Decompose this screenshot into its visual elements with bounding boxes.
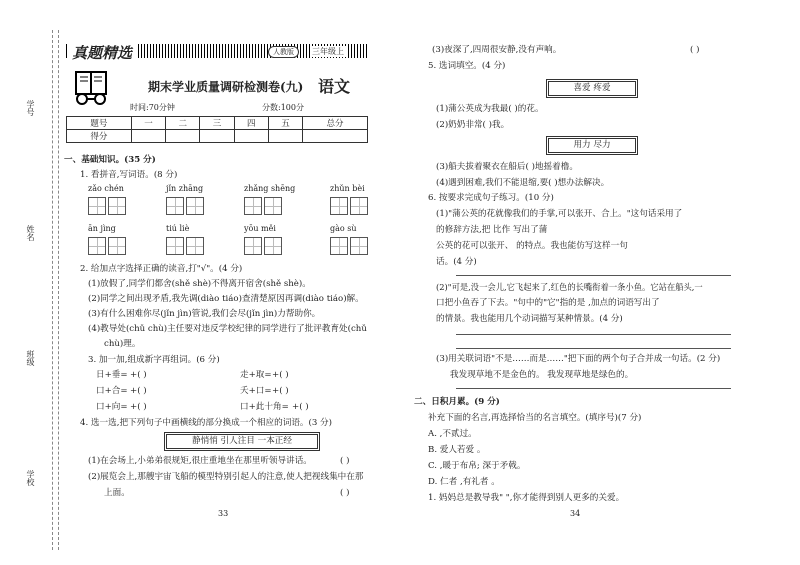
answer-line[interactable] bbox=[456, 275, 731, 276]
brand-title: 真题精选 bbox=[68, 42, 136, 63]
score-cell[interactable] bbox=[131, 130, 165, 143]
pinyin-label: zhǔn bèi bbox=[330, 184, 365, 193]
q3-blank[interactable]: +( ) bbox=[130, 402, 147, 412]
q2-line: (3)有什么困难你尽(jǐn jìn)管说,我们会尽(jǐn jìn)力帮助你。 bbox=[88, 309, 321, 319]
q3-blank[interactable]: +( ) bbox=[272, 370, 289, 380]
score-cell[interactable] bbox=[234, 130, 268, 143]
q6-2-line: 口把小鱼吞了下去。"句中的"它"指的是 ,加点的词语写出了 bbox=[436, 298, 660, 308]
q4-line: (2)展览会上,那艘宇宙飞船的模型特别引起人的注意,使人把视线集中在那 bbox=[88, 472, 364, 482]
char-grid[interactable] bbox=[330, 237, 370, 255]
score-header-cell: 题号 bbox=[67, 117, 132, 130]
proverb-item: D. 仁者 ,有礼者 。 bbox=[428, 477, 500, 487]
binder-line-outer bbox=[52, 30, 53, 550]
q3-blank[interactable]: +( ) bbox=[130, 386, 147, 396]
score-header-cell: 总分 bbox=[303, 117, 368, 130]
binder-label-name: 姓名 bbox=[26, 225, 35, 241]
score-header-cell: 一 bbox=[131, 117, 165, 130]
q5-title: 5. 选词填空。(4 分) bbox=[428, 61, 506, 71]
q6-1-line: 公英的花可以张开、 的特点。我也能仿写这样一句 bbox=[436, 241, 628, 251]
q1-title: 1. 看拼音,写词语。(8 分) bbox=[80, 170, 178, 180]
q3-item: 夭+口= bbox=[240, 386, 272, 396]
q6-1-line: 的修辞方法,把 比作 写出了蒲 bbox=[436, 225, 548, 235]
pinyin-label: ān jìng bbox=[88, 224, 116, 233]
proverb-item: A. ,不贰过。 bbox=[428, 429, 477, 439]
binder-label-class: 班级 bbox=[26, 350, 35, 366]
q4-line: (1)在会场上,小弟弟很规矩,很庄重地坐在那里听领导讲话。 bbox=[88, 456, 312, 466]
pinyin-label: yōu měi bbox=[244, 224, 276, 233]
char-grid[interactable] bbox=[88, 237, 128, 255]
pinyin-label: zhǎng shēng bbox=[244, 184, 296, 193]
proverb-item: B. 爱人若爱 。 bbox=[428, 445, 486, 455]
subject-label: 语文 bbox=[318, 77, 351, 96]
q4-answer-paren[interactable]: ( ) bbox=[340, 488, 350, 498]
q2-line: chù)理。 bbox=[104, 339, 141, 349]
q3-item: 日+垂= bbox=[96, 370, 128, 380]
exam-score: 分数:100分 bbox=[262, 103, 304, 112]
q6-2-line: (2)"可是,没一会儿,它飞起来了,红色的长嘴衔着一条小鱼。它站在船头,一 bbox=[436, 282, 703, 292]
exam-title: 期末学业质量调研检测卷(九) bbox=[148, 80, 304, 94]
q4-answer-paren[interactable]: ( ) bbox=[340, 456, 350, 466]
score-cell[interactable] bbox=[303, 130, 368, 143]
q3-item: 口+向= bbox=[96, 402, 128, 412]
q2-line: (2)同学之间出现矛盾,我先调(diào tiáo)查清楚原因再调(diào tiáo)解。 bbox=[88, 294, 364, 304]
q6-1-line: (1)"蒲公英的花就像我们的手掌,可以张开、合上。"这句话采用了 bbox=[436, 209, 683, 219]
char-grid[interactable] bbox=[166, 197, 206, 215]
edition-badge: 人教版 bbox=[268, 46, 299, 58]
q5-line: (3)船夫拔着聚衣在船后( )地摇着橹。 bbox=[436, 162, 578, 172]
section-2-title: 二、日积月累。(9 分) bbox=[414, 397, 500, 407]
pinyin-label: jǐn zhāng bbox=[166, 184, 204, 193]
q4-title: 4. 选一选,把下列句子中画横线的部分换成一个相应的词语。(3 分) bbox=[80, 418, 333, 428]
score-table-score-row bbox=[67, 130, 368, 143]
binder-line-inner bbox=[58, 30, 59, 550]
char-grid[interactable] bbox=[330, 197, 370, 215]
book-glasses-icon bbox=[70, 70, 112, 106]
q5-word-box-1: 喜爱 疼爱 bbox=[546, 79, 638, 98]
grade-label: 三年级上 bbox=[312, 47, 344, 56]
answer-line[interactable] bbox=[456, 388, 731, 389]
exam-time: 时间:70分钟 bbox=[130, 103, 175, 112]
binder-label-school: 学校 bbox=[26, 470, 35, 486]
q6-3-line: (3)用关联词语"不是……而是……"把下面的两个句子合并成一句话。(2 分) bbox=[436, 354, 721, 364]
score-header-cell: 五 bbox=[268, 117, 302, 130]
q3-title: 3. 加一加,组成新字再组词。(6 分) bbox=[88, 355, 220, 365]
q6-title: 6. 按要求完成句子练习。(10 分) bbox=[428, 193, 554, 203]
q3-blank[interactable]: +( ) bbox=[292, 402, 309, 412]
q3-item: 口+合= bbox=[96, 386, 128, 396]
q3-item: 口+此十角= bbox=[240, 402, 289, 412]
q5-word-box-2: 用力 尽力 bbox=[546, 136, 638, 155]
q2-title: 2. 给加点字选择正确的读音,打"√"。(4 分) bbox=[80, 264, 243, 274]
char-grid[interactable] bbox=[244, 197, 284, 215]
char-grid[interactable] bbox=[166, 237, 206, 255]
q3-blank[interactable]: +( ) bbox=[272, 386, 289, 396]
page-number-left: 33 bbox=[218, 509, 229, 518]
q3-item: 走+取= bbox=[240, 370, 272, 380]
q4-line: 上面。 bbox=[104, 488, 130, 498]
q4-3-line: (3)夜深了,四周很安静,没有声响。 bbox=[432, 45, 562, 55]
score-table-header-row bbox=[67, 117, 368, 130]
score-table bbox=[66, 116, 368, 143]
section-1-title: 一、基础知识。(35 分) bbox=[64, 155, 156, 165]
char-grid[interactable] bbox=[88, 197, 128, 215]
q4-word-box: 静悄悄 引人注目 一本正经 bbox=[164, 432, 320, 451]
q2-line: (4)教导处(chǔ chù)主任要对违反学校纪律的同学进行了批评教育处(chǔ bbox=[88, 324, 367, 334]
q6-2-line: 的情景。我也能用几个动词描写某种情景。(4 分) bbox=[436, 314, 623, 324]
answer-line[interactable] bbox=[456, 348, 731, 349]
score-cell[interactable] bbox=[268, 130, 302, 143]
q4-3-answer-paren[interactable]: ( ) bbox=[690, 45, 700, 55]
q2-line: (1)放假了,同学们都舍(shě shè)不得离开宿舍(shě shè)。 bbox=[88, 279, 311, 289]
proverb-item: C. ,暖于布帛; 深于矛戟。 bbox=[428, 461, 526, 471]
section-2-q1: 1. 妈妈总是教导我" ",你才能得到别人更多的关爱。 bbox=[428, 493, 625, 503]
q6-1-line: 话。(4 分) bbox=[436, 257, 477, 267]
score-header-cell: 二 bbox=[166, 117, 200, 130]
q3-blank[interactable]: +( ) bbox=[130, 370, 147, 380]
q6-3-line: 我发现草地不是金色的。 我发现草地是绿色的。 bbox=[450, 370, 634, 380]
q5-line: (4)遇到困难,我们不能退缩,要( )想办法解决。 bbox=[436, 178, 610, 188]
page-number-right: 34 bbox=[570, 509, 581, 518]
pinyin-label: tiú liè bbox=[166, 224, 190, 233]
q5-line: (2)奶奶非常( )我。 bbox=[436, 120, 510, 130]
score-row-label: 得分 bbox=[67, 130, 132, 143]
pinyin-label: zǎo chén bbox=[88, 184, 124, 193]
score-header-cell: 三 bbox=[200, 117, 234, 130]
q5-line: (1)蒲公英成为我最( )的花。 bbox=[436, 104, 544, 114]
section-2-intro: 补充下面的名言,再选择恰当的名言填空。(填序号)(7 分) bbox=[428, 413, 642, 423]
binder-label-student-id: 学号 bbox=[26, 100, 35, 116]
score-header-cell: 四 bbox=[234, 117, 268, 130]
score-cell[interactable] bbox=[200, 130, 234, 143]
score-cell[interactable] bbox=[166, 130, 200, 143]
char-grid[interactable] bbox=[244, 237, 284, 255]
pinyin-label: gào sù bbox=[330, 224, 357, 233]
answer-line[interactable] bbox=[456, 334, 731, 335]
